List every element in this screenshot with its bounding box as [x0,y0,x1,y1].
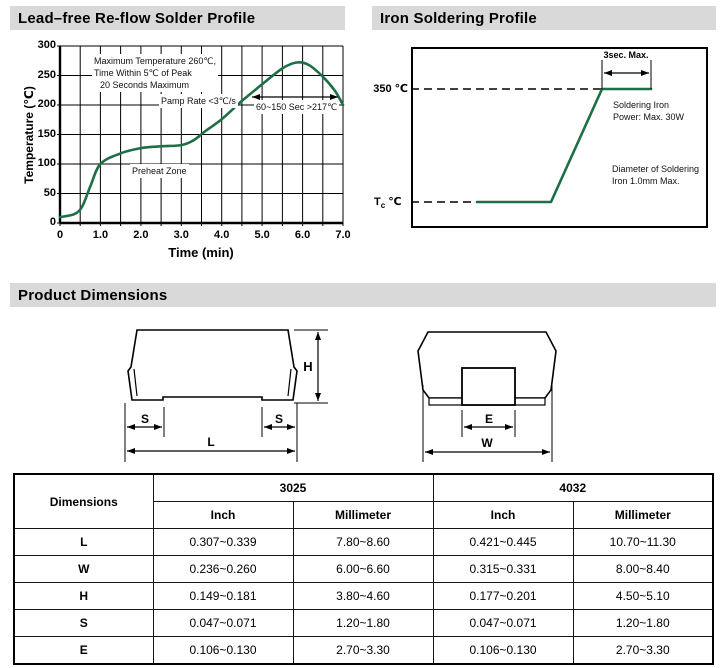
side-view-body [128,330,297,400]
preheat-zone-note: Preheat Zone [132,166,187,176]
subheader-mm-3025: Millimeter [293,502,433,529]
dimensions-column-header: Dimensions [14,474,153,529]
end-view-terminal [462,368,515,405]
section-title-dimensions: Product Dimensions [18,286,168,304]
diameter-note-line2: Iron 1.0mm Max. [612,176,680,186]
table-row [14,637,713,665]
section-header-dimensions [10,283,716,307]
l-dimension-label: L [207,435,215,449]
row-label: W [14,556,153,583]
table-cell: 0.047~0.071 [433,610,573,637]
row-label: H [14,583,153,610]
base-temp-unit: ℃ [388,196,402,208]
table-cell: 3.80~4.60 [293,583,433,610]
section-title-iron: Iron Soldering Profile [380,9,537,27]
subheader-mm-4032: Millimeter [573,502,713,529]
table-row [14,556,713,583]
h-dimension-label: H [303,359,313,374]
table-cell: 1.20~1.80 [573,610,713,637]
iron-diameter-note [610,162,701,188]
row-label: S [14,610,153,637]
table-cell: 0.315~0.331 [433,556,573,583]
section-header-iron [372,6,716,30]
table-cell: 0.106~0.130 [433,637,573,665]
soldering-iron-power-note [611,98,686,124]
x-tick-label: 3.0 [173,229,189,241]
iron-chart-frame [412,48,707,227]
table-row [14,529,713,556]
max-temperature-note-line1: Maximum Temperature 260℃, [94,56,216,66]
table-cell: 0.047~0.071 [153,610,293,637]
group-header-4032: 4032 [433,474,713,502]
table-cell: 0.106~0.130 [153,637,293,665]
table-cell: 8.00~8.40 [573,556,713,583]
table-cell: 0.236~0.260 [153,556,293,583]
max-temperature-note [92,54,218,92]
time-above-217-note: 60~150 Sec >217℃ [256,102,338,112]
power-note-line2: Power: Max. 30W [613,112,685,122]
x-tick-label: 1.0 [92,229,109,241]
s-dimension-label-right: S [274,412,284,426]
w-dimension-label: W [481,436,493,450]
max-temperature-note-line3: 20 Seconds Maximum [100,80,190,90]
x-tick-label: 5.0 [254,229,270,241]
y-tick-label: 250 [37,68,56,81]
hold-time-label: 3sec. Max. [603,50,649,60]
ramp-rate-note: Pamp Rate <3℃/s [161,96,236,106]
diameter-note-line1: Diameter of Soldering [612,164,700,174]
base-temp-sub: c [380,201,386,211]
max-temperature-note-line2: Time Within 5℃ of Peak [94,68,192,78]
table-cell: 4.50~5.10 [573,583,713,610]
group-header-3025: 3025 [153,474,433,502]
table-cell: 1.20~1.80 [293,610,433,637]
base-temperature-label [374,195,402,210]
package-outline-diagrams [0,315,726,465]
row-label: E [14,637,153,665]
subheader-inch-4032: Inch [433,502,573,529]
table-cell: 0.177~0.201 [433,583,573,610]
y-tick-label: 200 [37,98,56,110]
y-tick-label: 300 [37,39,56,51]
reflow-y-axis-label: Temperature (℃) [22,86,36,184]
x-tick-label: 0 [56,229,64,241]
row-label: L [14,529,153,556]
x-tick-label: 4.0 [214,229,230,241]
x-tick-label: 7.0 [335,229,351,241]
table-row [14,610,713,637]
subheader-inch-3025: Inch [153,502,293,529]
table-row [14,583,713,610]
x-tick-label: 6.0 [294,229,311,241]
table-cell: 7.80~8.60 [293,529,433,556]
section-title-reflow: Lead–free Re-flow Solder Profile [18,9,256,27]
y-tick-label: 150 [37,127,56,140]
table-cell: 0.149~0.181 [153,583,293,610]
y-tick-label: 50 [43,186,56,199]
table-cell: 0.421~0.445 [433,529,573,556]
reflow-x-axis-label: Time (min) [168,245,234,260]
table-cell: 0.307~0.339 [153,529,293,556]
y-tick-label: 0 [49,216,56,228]
power-note-line1: Soldering Iron [613,100,670,110]
table-cell: 10.70~11.30 [573,529,713,556]
dimensions-table [13,473,714,665]
hold-temperature-label: 350 ℃ [373,83,408,95]
s-dimension-label-left: S [140,412,150,426]
base-temp-main: T [374,196,381,208]
e-dimension-label: E [484,412,494,426]
table-header-row-groups [14,474,713,502]
y-tick-label: 100 [37,157,56,169]
table-cell: 6.00~6.60 [293,556,433,583]
table-cell: 2.70~3.30 [293,637,433,665]
table-cell: 2.70~3.30 [573,637,713,665]
x-tick-label: 2.0 [133,229,149,241]
iron-soldering-chart [411,47,708,228]
section-header-reflow [10,6,345,30]
